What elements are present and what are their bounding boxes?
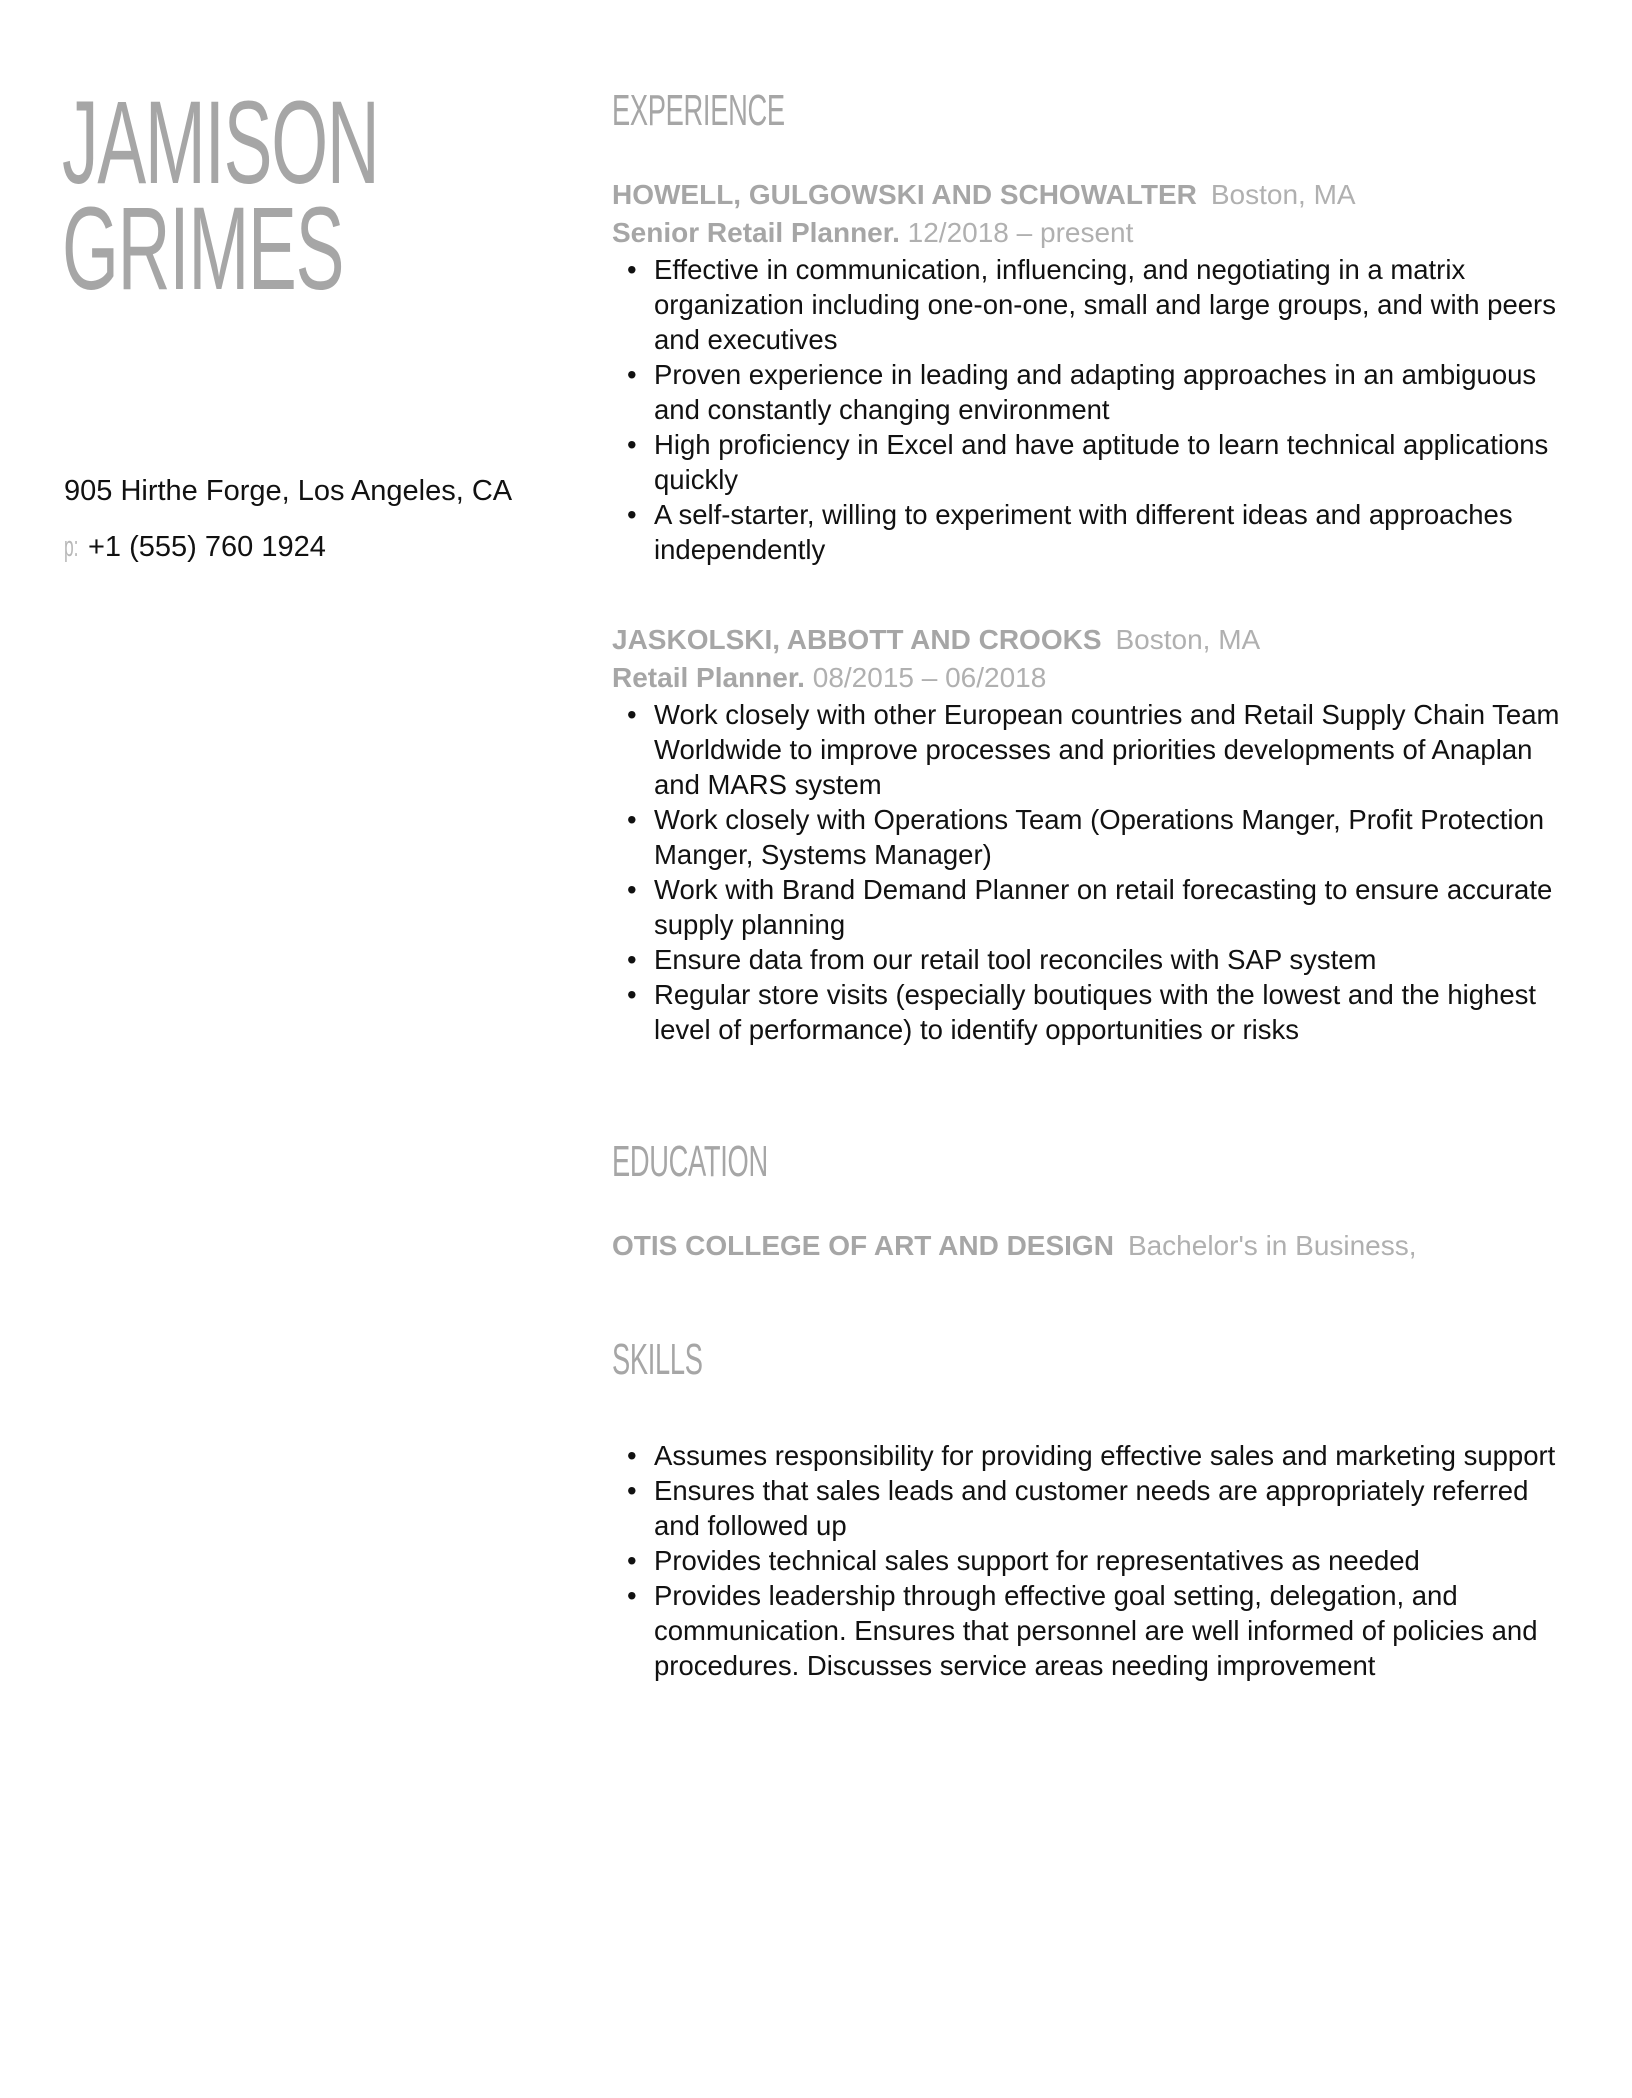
phone-prefix: p: <box>64 531 79 563</box>
role-line <box>612 659 1572 697</box>
list-item: • Provides technical sales support for representatives as needed <box>612 1543 1572 1578</box>
phone-row <box>64 519 564 575</box>
list-item: • Work with Brand Demand Planner on retail forecasting to ensure accurate supply planning <box>612 872 1572 942</box>
job-bullets <box>612 697 1572 1047</box>
resume-main <box>612 88 1572 1683</box>
contact-block <box>64 463 564 575</box>
experience-heading: EXPERIENCE <box>612 86 785 135</box>
last-name: GRIMES <box>62 183 344 315</box>
list-item: • Regular store visits (especially boutiques with the lowest and the highest level of performance) to identify opportunities or risks <box>612 977 1572 1047</box>
list-item: • Work closely with Operations Team (Operations Manger, Profit Protection Manger, Systems Manager) <box>612 802 1572 872</box>
list-item: • High proficiency in Excel and have aptitude to learn technical applications quickly <box>612 427 1572 497</box>
candidate-name <box>62 77 542 315</box>
list-item: • Provides leadership through effective goal setting, delegation, and communication. Ensures that personnel are well informed of policies and procedures. Discusses service areas needing improvement <box>612 1578 1572 1683</box>
job-bullets <box>612 252 1572 567</box>
job-header <box>612 621 1572 659</box>
address: 905 Hirthe Forge, Los Angeles, CA <box>64 475 513 507</box>
phone-number: +1 (555) 760 1924 <box>88 531 326 563</box>
skills-heading: SKILLS <box>612 1335 703 1384</box>
role-line <box>612 214 1572 252</box>
job-entry <box>612 621 1572 1047</box>
job-dates: 12/2018 – present <box>907 217 1134 248</box>
degree: Bachelor's in Business, <box>1127 1230 1417 1261</box>
list-item: • Work closely with other European countries and Retail Supply Chain Team Worldwide to improve processes and priorities developments of Anaplan and MARS system <box>612 697 1572 802</box>
job-dates: 08/2015 – 06/2018 <box>812 662 1047 693</box>
skills-bullets <box>612 1438 1572 1683</box>
list-item: • Ensure data from our retail tool reconciles with SAP system <box>612 942 1572 977</box>
job-entry <box>612 176 1572 567</box>
list-item: • Effective in communication, influencing, and negotiating in a matrix organization including one-on-one, small and large groups, and with peers and executives <box>612 252 1572 357</box>
list-item: • Ensures that sales leads and customer needs are appropriately referred and followed up <box>612 1473 1572 1543</box>
job-role: Retail Planner. <box>612 662 805 693</box>
first-name: JAMISON <box>62 77 379 209</box>
company-name: HOWELL, GULGOWSKI AND SCHOWALTER <box>612 179 1197 210</box>
education-heading: EDUCATION <box>612 1137 768 1186</box>
list-item: • Assumes responsibility for providing effective sales and marketing support <box>612 1438 1572 1473</box>
school-name: OTIS COLLEGE OF ART AND DESIGN <box>612 1230 1114 1261</box>
company-name: JASKOLSKI, ABBOTT AND CROOKS <box>612 624 1102 655</box>
list-item: • Proven experience in leading and adapting approaches in an ambiguous and constantly changing environment <box>612 357 1572 427</box>
job-header <box>612 176 1572 214</box>
job-role: Senior Retail Planner. <box>612 217 900 248</box>
job-location: Boston, MA <box>1210 179 1356 210</box>
education-entry <box>612 1227 1572 1265</box>
list-item: • A self-starter, willing to experiment with different ideas and approaches independently <box>612 497 1572 567</box>
job-location: Boston, MA <box>1115 624 1261 655</box>
